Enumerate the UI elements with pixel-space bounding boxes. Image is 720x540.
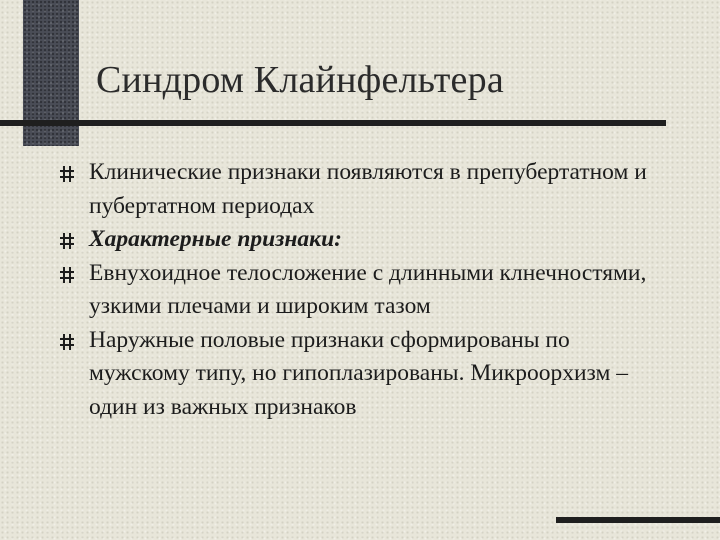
bullet-text: Евнухоидное телосложение с длинными клнечностями, узкими плечами и широким тазом xyxy=(89,259,647,319)
slide-title: Синдром Клайнфельтера xyxy=(96,59,504,101)
hash-bullet-icon xyxy=(59,165,75,183)
hash-bullet-icon xyxy=(59,266,75,284)
bullet-item xyxy=(58,324,658,425)
bullet-text: Характерные признаки: xyxy=(89,226,342,252)
bullet-item xyxy=(58,257,658,324)
footer-divider xyxy=(556,517,720,523)
hash-bullet-icon xyxy=(59,232,75,250)
bullet-item xyxy=(58,223,658,257)
hash-bullet-icon xyxy=(59,333,75,351)
bullet-text: Клинические признаки появляются в препубертатном и пубертатном периодах xyxy=(89,159,647,219)
bullet-list xyxy=(58,156,658,424)
bullet-text: Наружные половые признаки сформированы по мужскому типу, но гипоплазированы. Микроорхизм – один из важных признаков xyxy=(89,326,628,420)
title-divider xyxy=(0,120,666,126)
bullet-item xyxy=(58,156,658,223)
